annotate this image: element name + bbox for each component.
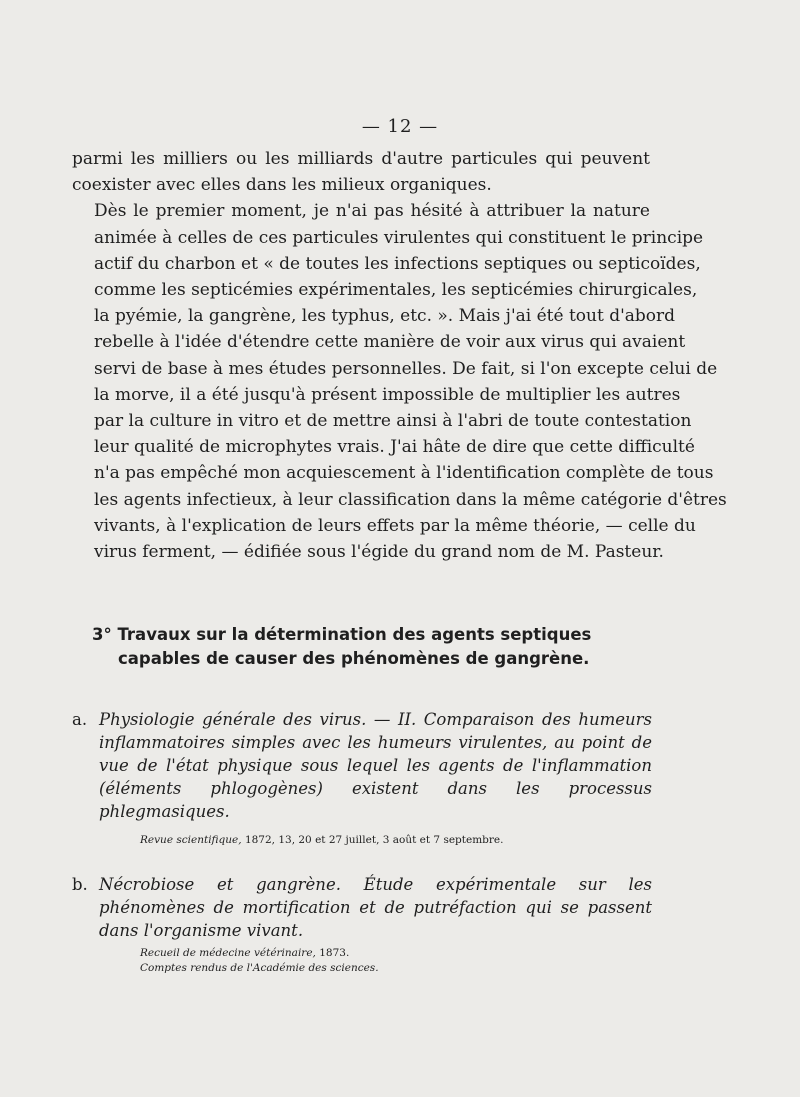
publication-a: [72, 708, 652, 848]
text-line: coexister avec elles dans les milieux organiques.: [72, 175, 492, 196]
text-line: virus ferment, — édifiée sous l'égide du grand nom de M. Pasteur.: [94, 542, 664, 563]
publication-entry: [72, 873, 652, 942]
publication-entry: [72, 708, 652, 823]
paragraph-continuation: [72, 146, 650, 198]
text-line: vivants, à l'explication de leurs effets par la même théorie, — celle du: [94, 515, 696, 536]
text-line: parmi les milliers ou les milliards d'autre particules qui peuvent: [72, 149, 650, 169]
text-line: leur qualité de microphytes vrais. J'ai hâte de dire que cette difficulté: [94, 437, 695, 458]
paragraph-main: [72, 198, 727, 565]
publication-b: [72, 873, 652, 976]
text-line: par la culture in vitro et de mettre ainsi à l'abri de toute contestation: [94, 411, 692, 432]
text-line: Dès le premier moment, je n'ai pas hésité à attribuer la nature: [94, 201, 650, 222]
body-text: [72, 146, 727, 565]
section-heading-line: 3° Travaux sur la détermination des agents septiques: [92, 625, 592, 644]
publication-marker: a.: [72, 710, 88, 729]
reference-journal: Recueil de médecine vétérinaire,: [140, 947, 316, 959]
text-line: comme les septicémies expérimentales, les septicémies chirurgicales,: [94, 280, 698, 301]
reference-year: 1873.: [319, 947, 350, 959]
publication-reference: [72, 833, 652, 848]
publication-marker: b.: [72, 875, 88, 894]
section-heading-line: capables de causer des phénomènes de gangrène.: [118, 649, 590, 668]
text-line: n'a pas empêché mon acquiescement à l'identification complète de tous: [94, 463, 714, 484]
reference-journal: Comptes rendus de l'Académie des sciences.: [140, 962, 379, 974]
publication-title: Physiologie générale des virus. — II. Comparaison des humeurs inflammatoires simples avec les humeurs virulentes, au point de vue de l'état physique sous lequel les agents de l'inflammation (éléments phlogogènes) existent dans les processus phlegmasiques.: [99, 710, 652, 821]
text-line: rebelle à l'idée d'étendre cette manière de voir aux virus qui avaient: [94, 332, 686, 353]
publication-title: Nécrobiose et gangrène. Étude expérimentale sur les phénomènes de mortification et de putréfaction qui se passent dans l'organisme vivant.: [99, 875, 652, 940]
reference-dates: 1872, 13, 20 et 27 juillet, 3 août et 7 septembre.: [244, 834, 504, 846]
publication-reference: [72, 946, 652, 961]
text-line: la morve, il a été jusqu'à présent impossible de multiplier les autres: [94, 384, 681, 405]
section-heading: [92, 623, 652, 671]
text-line: servi de base à mes études personnelles. De fait, si l'on excepte celui de: [94, 358, 718, 379]
text-line: animée à celles de ces particules virulentes qui constituent le principe: [94, 227, 704, 248]
text-line: la pyémie, la gangrène, les typhus, etc. ». Mais j'ai été tout d'abord: [94, 306, 676, 327]
page-number: — 12 —: [361, 116, 439, 137]
text-line: actif du charbon et « de toutes les infections septiques ou septicoïdes,: [94, 253, 701, 274]
publication-reference: [72, 961, 652, 976]
reference-journal: Revue scientifique,: [140, 834, 242, 846]
text-line: les agents infectieux, à leur classification dans la même catégorie d'êtres: [94, 489, 727, 510]
